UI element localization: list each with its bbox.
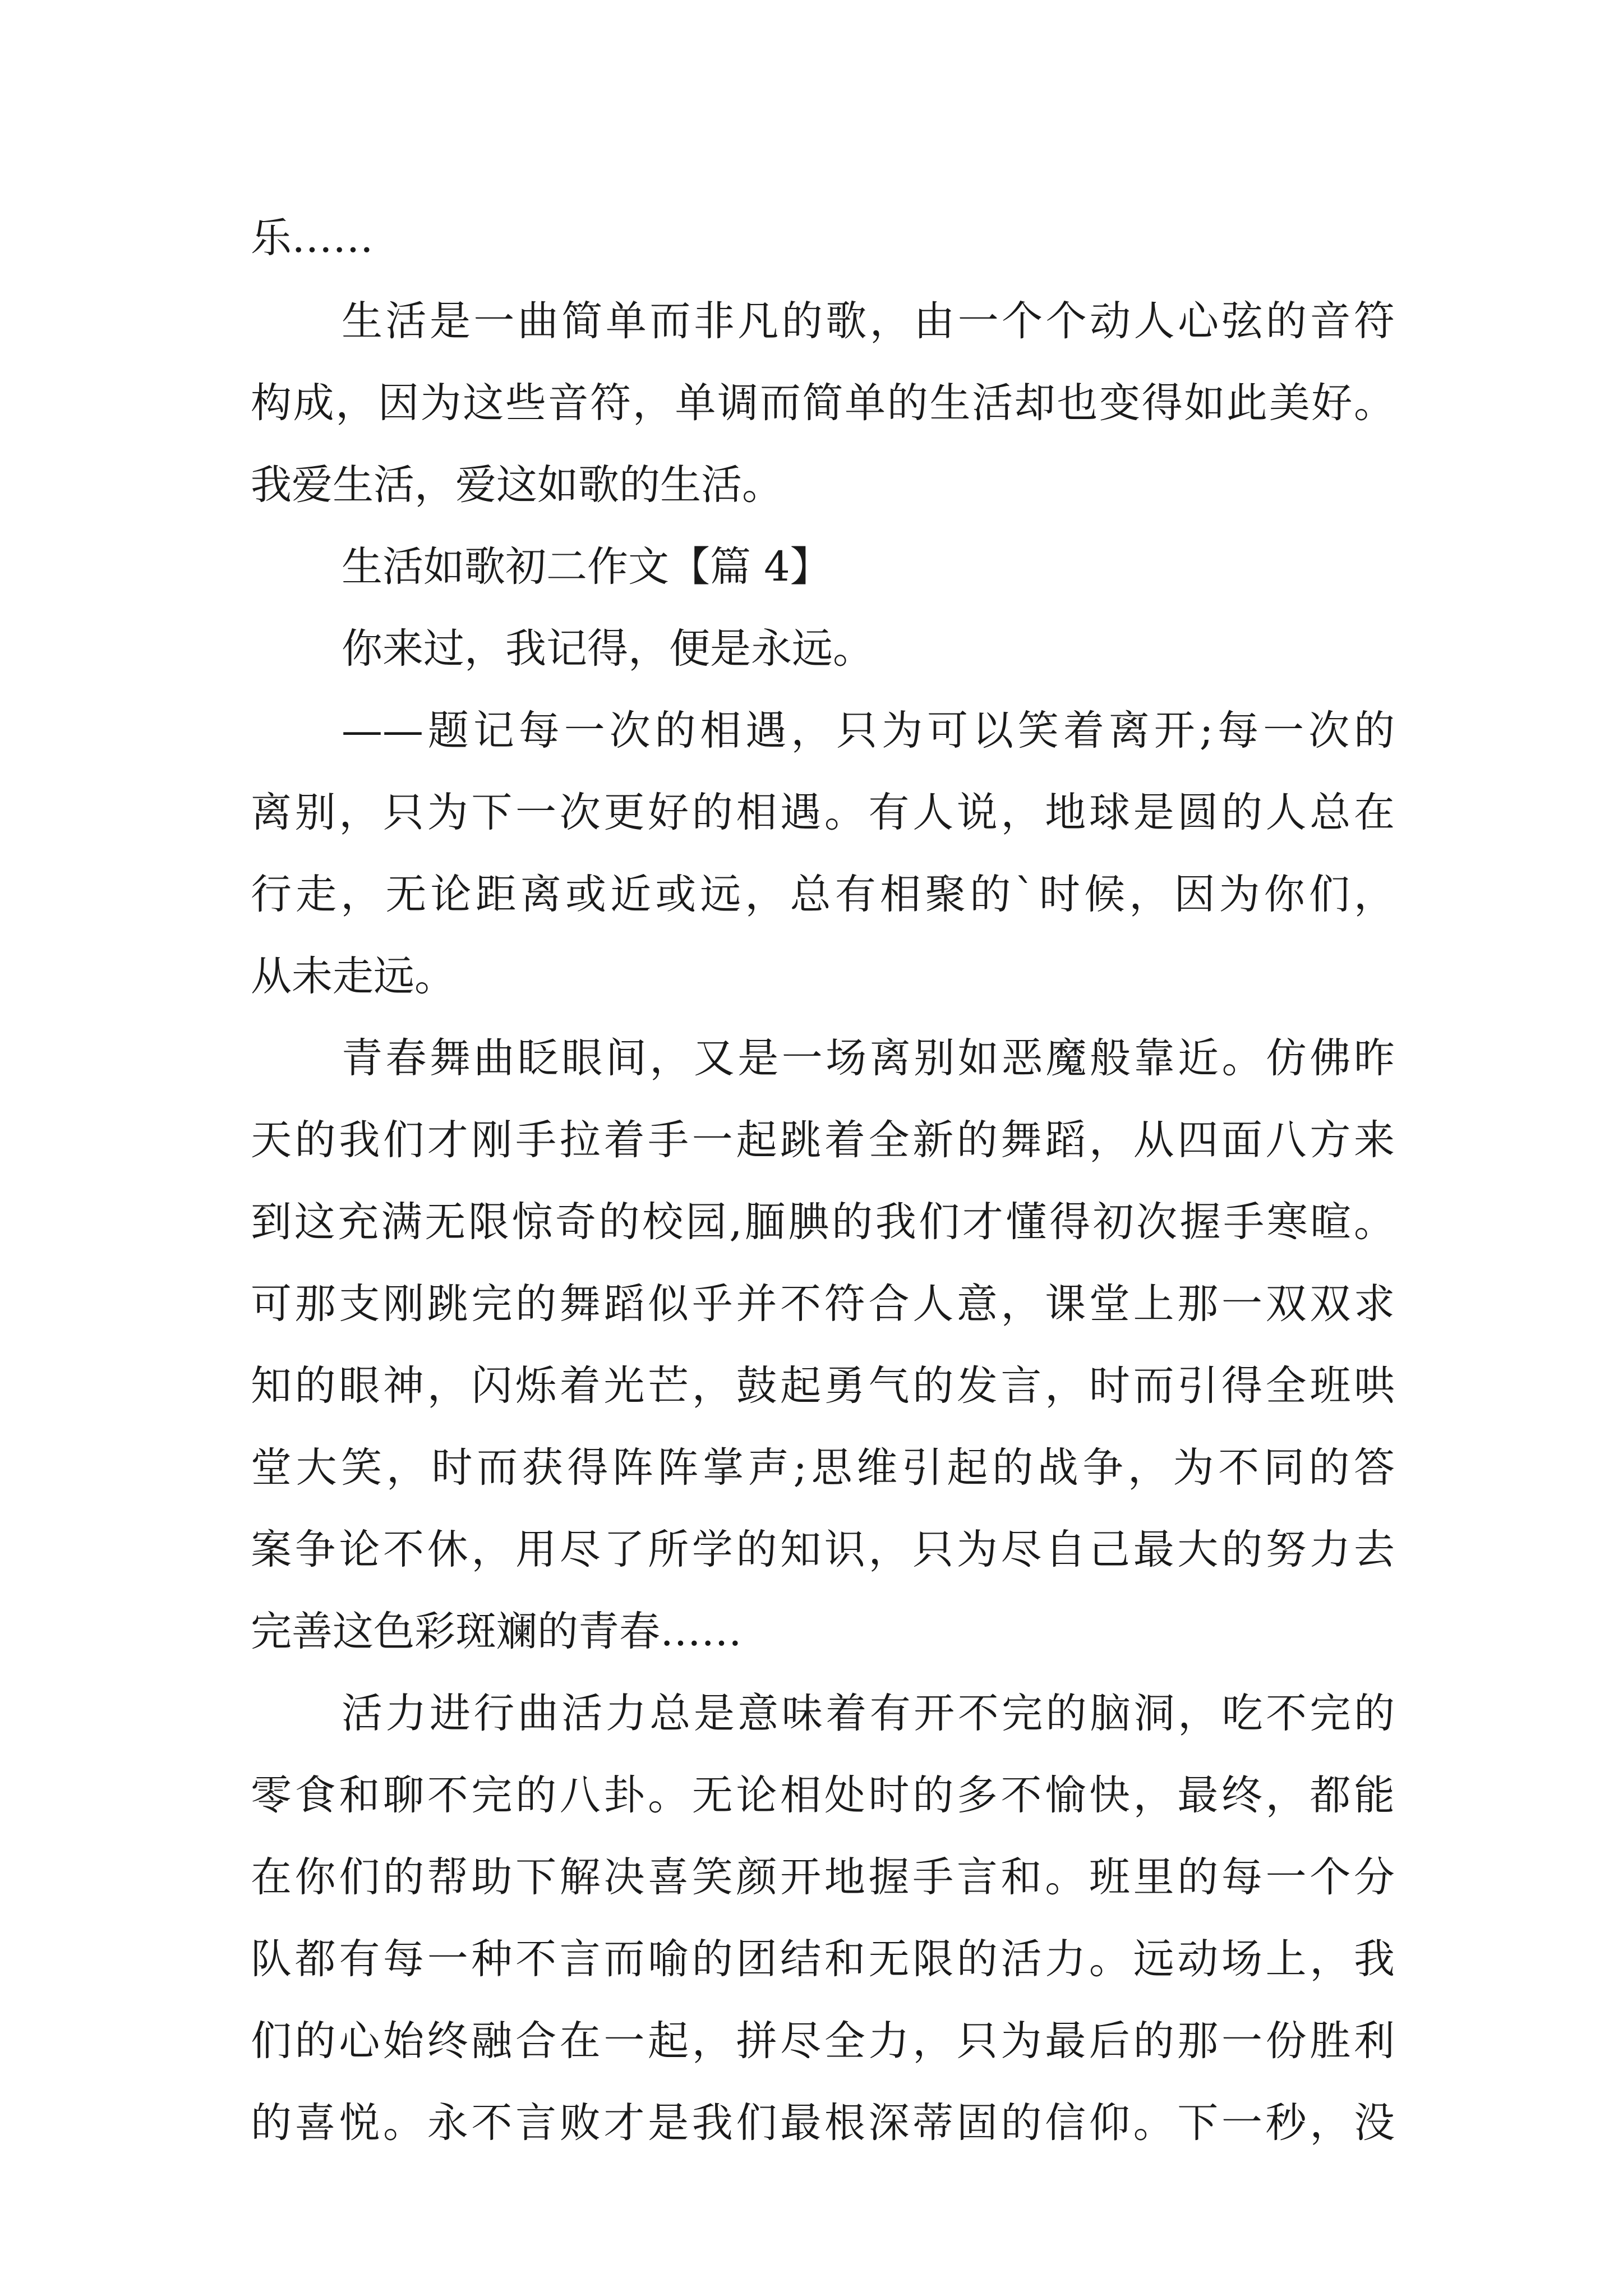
text-line: 活力进行曲活力总是意味着有开不完的脑洞，吃不完的 <box>342 1690 1395 1737</box>
text-line: 完善这色彩斑斓的青春…… <box>251 1608 742 1655</box>
text-line: 离别，只为下一次更好的相遇。有人说，地球是圆的人总在 <box>251 789 1395 836</box>
text-line: 队都有每一种不言而喻的团结和无限的活力。远动场上，我 <box>251 1935 1395 1983</box>
text-line: 乐…… <box>251 214 374 262</box>
text-line: 知的眼神，闪烁着光芒，鼓起勇气的发言，时而引得全班哄 <box>251 1362 1395 1410</box>
text-line: 们的心始终融合在一起，拼尽全力，只为最后的那一份胜利 <box>251 2017 1395 2065</box>
text-line: 可那支刚跳完的舞蹈似乎并不符合人意，课堂上那一双双求 <box>251 1280 1395 1328</box>
text-line: 行走，无论距离或近或远，总有相聚的`时候，因为你们， <box>251 871 1395 918</box>
text-line: 在你们的帮助下解决喜笑颜开地握手言和。班里的每一个分 <box>251 1853 1395 1901</box>
text-line: ——题记每一次的相遇，只为可以笑着离开;每一次的 <box>342 707 1395 754</box>
text-line: 从未走远。 <box>251 953 455 1000</box>
text-line: 生活是一曲简单而非凡的歌，由一个个动人心弦的音符 <box>342 297 1395 345</box>
text-line: 天的我们才刚手拉着手一起跳着全新的舞蹈，从四面八方来 <box>251 1116 1395 1164</box>
text-line: 青春舞曲眨眼间，又是一场离别如恶魔般靠近。仿佛昨 <box>342 1034 1395 1082</box>
text-line: 构成，因为这些音符，单调而简单的生活却也变得如此美好。 <box>251 379 1395 427</box>
text-line: 到这充满无限惊奇的校园,腼腆的我们才懂得初次握手寒暄。 <box>251 1198 1395 1246</box>
text-line: 你来过，我记得，便是永远。 <box>342 625 874 673</box>
text-line: 堂大笑，时而获得阵阵掌声;思维引起的战争，为不同的答 <box>251 1444 1395 1492</box>
text-line: 零食和聊不完的八卦。无论相处时的多不愉快，最终，都能 <box>251 1772 1395 1819</box>
text-line: 我爱生活，爱这如歌的生活。 <box>251 461 783 509</box>
text-line: 案争论不休，用尽了所学的知识，只为尽自己最大的努力去 <box>251 1526 1395 1573</box>
section-heading: 生活如歌初二作文【篇 4】 <box>342 543 831 591</box>
text-line: 的喜悦。永不言败才是我们最根深蒂固的信仰。下一秒，没 <box>251 2099 1395 2147</box>
